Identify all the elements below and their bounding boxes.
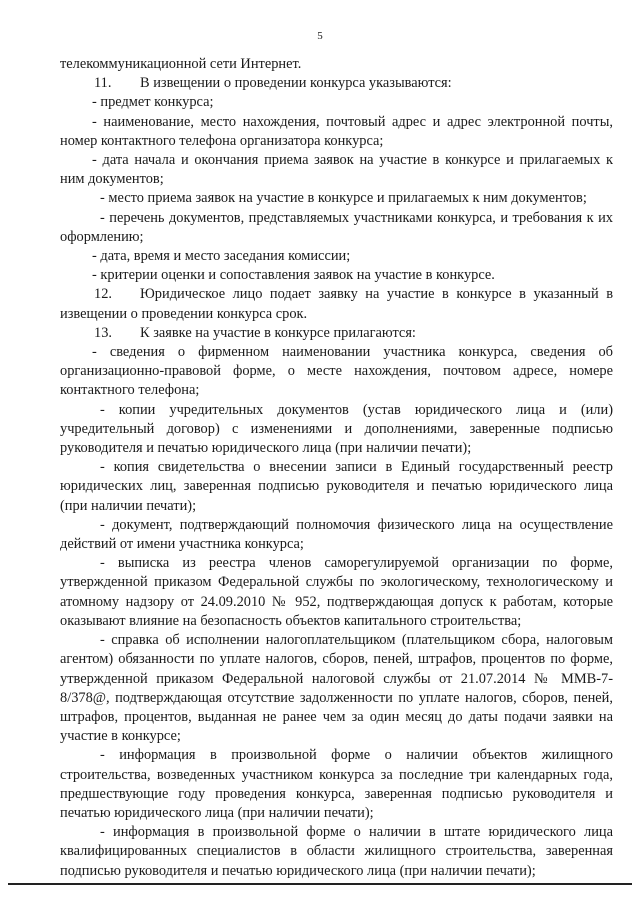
list-item: - копии учредительных документов (устав юридического лица и (или) учредительный договор) с изменениями и дополнениями, заверенные подписью руководителя и печатью юридического лица (при наличии печати); <box>60 401 613 457</box>
list-item: - копия свидетельства о внесении записи в Единый государственный реестр юридических лиц, заверенная подписью руководителя и печатью юридического лица (при наличии печати); <box>60 459 613 514</box>
list-item: - справка об исполнении налогоплательщиком (плательщиком сбора, налоговым агентом) обязанности по уплате налогов, сборов, пеней, штрафов, процентов по форме, утвержденной приказом Федеральной налоговой службы от 21.07.2014 № ММВ-7-8/378@, подтверждающая отсутствие задолженности по уплате налогов, сборов, пеней, штрафов, процентов, выданная не ранее чем за один месяц до даты подачи заявки на участие в конкурсе; <box>60 632 613 745</box>
list-item: - информация в произвольной форме о наличии в штате юридического лица квалифицированных специалистов в области жилищного строительства, заверенная подписью руководителя и печатью юридического лица (при наличии печати); <box>60 824 613 879</box>
numbered-paragraph-12 <box>60 285 613 323</box>
list-item: - наименование, место нахождения, почтовый адрес и адрес электронной почты, номер контактного телефона организатора конкурса; <box>60 113 613 149</box>
numbered-paragraph-11 <box>60 74 613 93</box>
list-item: - место приема заявок на участие в конкурсе и прилагаемых к ним документов; <box>100 190 587 207</box>
page-number: 5 <box>317 30 323 42</box>
list-item: - выписка из реестра членов саморегулируемой организации по форме, утвержденной приказом Федеральной службы по экологическому, технологическому и атомному надзору от 24.09.2010 № 952, подтверждающая допуск к работам, которые оказывают влияние на безопасность объектов капитального строительства; <box>60 555 613 629</box>
paragraph: телекоммуникационной сети Интернет. <box>60 56 302 72</box>
list-item: - сведения о фирменном наименовании участника конкурса, сведения об организационно-правовой форме, о месте нахождения, почтовом адресе, номере контактного телефона; <box>60 344 613 399</box>
page-bottom-border <box>8 883 632 885</box>
paragraph-number: 11. <box>94 75 112 92</box>
document-body <box>60 55 613 881</box>
list-item: - дата, время и место заседания комиссии; <box>92 248 351 265</box>
list-item: - информация в произвольной форме о наличии объектов жилищного строительства, возведенных участником конкурса за последние три календарных года, предшествующие году проведения конкурса, заверенная подписью руководителя и печатью юридического лица (при наличии печати); <box>60 747 613 821</box>
list-item: - дата начала и окончания приема заявок на участие в конкурсе и прилагаемых к ним документов; <box>60 152 613 188</box>
paragraph-number: 12. <box>94 286 112 303</box>
list-item: - документ, подтверждающий полномочия физического лица на осуществление действий от имени участника конкурса; <box>60 516 613 553</box>
numbered-paragraph-13 <box>60 324 613 343</box>
paragraph-text: В извещении о проведении конкурса указываются: <box>140 75 452 92</box>
paragraph-text: К заявке на участие в конкурсе прилагаются: <box>140 324 416 341</box>
list-item: - критерии оценки и сопоставления заявок на участие в конкурсе. <box>92 267 495 284</box>
list-item: - предмет конкурса; <box>92 94 214 111</box>
paragraph-number: 13. <box>94 324 112 341</box>
paragraph-text: Юридическое лицо подает заявку на участие в конкурсе в указанный в извещении о проведении конкурса срок. <box>60 286 613 322</box>
list-item: - перечень документов, представляемых участниками конкурса, и требования к их оформлению; <box>60 209 613 245</box>
